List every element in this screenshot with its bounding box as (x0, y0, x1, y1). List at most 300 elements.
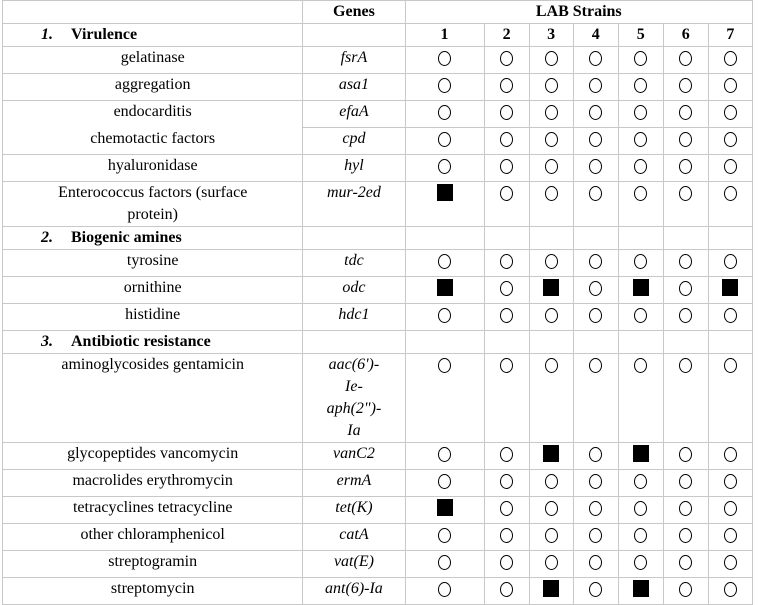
circle-icon (724, 308, 737, 323)
strain-cell (618, 74, 663, 101)
circle-icon (589, 159, 602, 174)
cell-line: efaA (339, 103, 369, 120)
circle-icon (634, 501, 647, 516)
strain-cell (708, 47, 752, 74)
strain-number (484, 331, 529, 354)
strain-cell (529, 304, 573, 331)
circle-icon (634, 78, 647, 93)
table-row (3, 101, 753, 128)
strain-cell (484, 443, 529, 470)
cell-line: mur-2ed (326, 184, 381, 201)
circle-icon (679, 501, 692, 516)
strain-cell (618, 551, 663, 578)
circle-icon (545, 78, 558, 93)
strain-cell (405, 578, 484, 605)
section-row (3, 331, 753, 354)
circle-icon (589, 254, 602, 269)
table-row (3, 497, 753, 524)
circle-icon (679, 186, 692, 201)
circle-icon (634, 474, 647, 489)
circle-icon (500, 186, 513, 201)
cell-line: tyrosine (126, 252, 179, 269)
strain-cell (405, 47, 484, 74)
strain-number: 3 (529, 24, 573, 47)
circle-icon (634, 51, 647, 66)
strain-cell (573, 47, 618, 74)
strain-cell (573, 74, 618, 101)
circle-icon (545, 528, 558, 543)
strain-cell (708, 74, 752, 101)
strain-cell (405, 551, 484, 578)
circle-icon (634, 105, 647, 120)
strain-cell (708, 524, 752, 551)
circle-icon (545, 132, 558, 147)
section-label: Biogenic amines (71, 229, 182, 246)
circle-icon (438, 51, 451, 66)
circle-icon (634, 159, 647, 174)
genes-header: Genes (303, 1, 405, 24)
filled-square-icon (543, 580, 559, 597)
circle-icon (438, 555, 451, 570)
table-row (3, 155, 753, 182)
circle-icon (438, 358, 451, 373)
cell-line: catA (339, 526, 369, 543)
strain-cell (529, 578, 573, 605)
strain-cell (618, 101, 663, 128)
cell-line: odc (342, 279, 366, 296)
cell-line: aph(2")- (326, 400, 382, 417)
row-description (3, 250, 303, 277)
circle-icon (589, 358, 602, 373)
row-gene (303, 443, 405, 470)
circle-icon (679, 358, 692, 373)
strain-cell (405, 74, 484, 101)
strain-cell (618, 524, 663, 551)
strain-number (405, 227, 484, 250)
strain-cell (529, 101, 573, 128)
circle-icon (724, 555, 737, 570)
circle-icon (438, 447, 451, 462)
row-gene (303, 128, 405, 155)
circle-icon (500, 555, 513, 570)
row-description (3, 354, 303, 443)
cell-line: aac(6')- (328, 356, 380, 373)
circle-icon (589, 105, 602, 120)
strain-cell (663, 128, 708, 155)
strain-cell (484, 524, 529, 551)
cell-line: other chloramphenicol (80, 526, 225, 543)
strain-number (573, 331, 618, 354)
circle-icon (438, 78, 451, 93)
circle-icon (500, 105, 513, 120)
table-row (3, 578, 753, 605)
cell-line: protein) (127, 206, 179, 223)
filled-square-icon (633, 445, 649, 462)
strain-cell (529, 182, 573, 227)
circle-icon (724, 51, 737, 66)
strain-cell (484, 551, 529, 578)
cell-line: Enterococcus factors (surface (58, 184, 248, 201)
strain-cell (484, 155, 529, 182)
strain-cell (708, 101, 752, 128)
header-row (3, 1, 753, 24)
circle-icon (589, 582, 602, 597)
circle-icon (724, 358, 737, 373)
strain-cell (573, 155, 618, 182)
filled-square-icon (437, 184, 453, 201)
circle-icon (545, 358, 558, 373)
row-gene (303, 250, 405, 277)
row-gene (303, 47, 405, 74)
row-description (3, 524, 303, 551)
circle-icon (724, 528, 737, 543)
circle-icon (500, 474, 513, 489)
table-row (3, 443, 753, 470)
strain-number (663, 227, 708, 250)
circle-icon (500, 78, 513, 93)
circle-icon (545, 254, 558, 269)
strain-cell (708, 470, 752, 497)
circle-icon (589, 51, 602, 66)
strain-cell (573, 304, 618, 331)
strain-number (663, 331, 708, 354)
strain-cell (663, 524, 708, 551)
table-row (3, 47, 753, 74)
strain-cell (663, 182, 708, 227)
row-description (3, 155, 303, 182)
circle-icon (634, 186, 647, 201)
circle-icon (634, 555, 647, 570)
strain-cell (708, 155, 752, 182)
strain-cell (405, 182, 484, 227)
strain-cell (663, 551, 708, 578)
strain-cell (618, 128, 663, 155)
strain-cell (529, 277, 573, 304)
row-gene (303, 101, 405, 128)
strain-cell (663, 578, 708, 605)
strain-cell (663, 497, 708, 524)
strain-number: 6 (663, 24, 708, 47)
row-gene (303, 497, 405, 524)
circle-icon (724, 105, 737, 120)
cell-line: endocarditis (113, 103, 192, 120)
circle-icon (545, 51, 558, 66)
table-row (3, 277, 753, 304)
strain-cell (708, 128, 752, 155)
circle-icon (679, 51, 692, 66)
strain-cell (663, 155, 708, 182)
cell-line: vanC2 (333, 445, 375, 462)
circle-icon (679, 281, 692, 296)
strain-cell (573, 578, 618, 605)
table-row (3, 470, 753, 497)
circle-icon (500, 358, 513, 373)
circle-icon (500, 308, 513, 323)
strain-cell (573, 182, 618, 227)
circle-icon (589, 308, 602, 323)
strain-cell (708, 250, 752, 277)
filled-square-icon (437, 499, 453, 516)
strain-number (405, 331, 484, 354)
cell-line: fsrA (340, 49, 368, 66)
strain-cell (405, 497, 484, 524)
table-row (3, 304, 753, 331)
circle-icon (724, 186, 737, 201)
circle-icon (724, 132, 737, 147)
circle-icon (545, 105, 558, 120)
row-gene (303, 524, 405, 551)
cell-line: tetracyclines tetracycline (72, 499, 233, 516)
cell-line: hyl (344, 157, 364, 174)
cell-line: aminoglycosides gentamicin (61, 356, 244, 373)
gene-strain-table (2, 0, 753, 605)
strain-cell (484, 304, 529, 331)
circle-icon (500, 159, 513, 174)
strain-cell (484, 182, 529, 227)
section-number: 3. (41, 333, 53, 350)
row-description (3, 304, 303, 331)
row-description (3, 74, 303, 101)
strain-cell (405, 470, 484, 497)
strain-cell (573, 250, 618, 277)
circle-icon (500, 51, 513, 66)
strain-number: 5 (618, 24, 663, 47)
table-row (3, 128, 753, 155)
strain-cell (484, 578, 529, 605)
cell-line: histidine (125, 306, 181, 323)
filled-square-icon (437, 279, 453, 296)
strains-header: LAB Strains (405, 1, 753, 24)
circle-icon (500, 254, 513, 269)
cell-line: vat(E) (333, 553, 374, 570)
circle-icon (589, 555, 602, 570)
strain-cell (484, 497, 529, 524)
circle-icon (679, 528, 692, 543)
circle-icon (589, 281, 602, 296)
strain-cell (573, 101, 618, 128)
circle-icon (500, 132, 513, 147)
strain-cell (663, 304, 708, 331)
strain-cell (618, 443, 663, 470)
strain-cell (529, 128, 573, 155)
strain-cell (618, 250, 663, 277)
row-gene (303, 354, 405, 443)
strain-number (529, 227, 573, 250)
section-number: 2. (41, 229, 53, 246)
strain-cell (573, 497, 618, 524)
circle-icon (438, 528, 451, 543)
circle-icon (634, 308, 647, 323)
section-title (3, 24, 303, 47)
row-description (3, 497, 303, 524)
circle-icon (679, 132, 692, 147)
circle-icon (634, 132, 647, 147)
table-row (3, 354, 753, 443)
strain-cell (663, 470, 708, 497)
section-label: Antibiotic resistance (71, 333, 211, 350)
circle-icon (724, 474, 737, 489)
strain-cell (618, 47, 663, 74)
strain-cell (663, 250, 708, 277)
strain-cell (663, 101, 708, 128)
circle-icon (679, 254, 692, 269)
circle-icon (500, 501, 513, 516)
strain-cell (484, 47, 529, 74)
circle-icon (545, 555, 558, 570)
strain-number (573, 227, 618, 250)
section-number: 1. (41, 26, 53, 43)
strain-cell (405, 354, 484, 443)
circle-icon (724, 501, 737, 516)
circle-icon (724, 159, 737, 174)
circle-icon (679, 105, 692, 120)
strain-number (529, 331, 573, 354)
cell-line: asa1 (338, 76, 370, 93)
circle-icon (438, 474, 451, 489)
strain-cell (529, 155, 573, 182)
cell-line: hyaluronidase (107, 157, 198, 174)
row-description (3, 277, 303, 304)
strain-cell (484, 101, 529, 128)
circle-icon (679, 447, 692, 462)
strain-cell (663, 277, 708, 304)
strain-cell (708, 443, 752, 470)
strain-cell (618, 304, 663, 331)
strain-cell (405, 443, 484, 470)
strain-cell (484, 277, 529, 304)
cell-line: gelatinase (120, 49, 185, 66)
row-description (3, 443, 303, 470)
strain-cell (573, 354, 618, 443)
filled-square-icon (633, 580, 649, 597)
filled-square-icon (722, 279, 738, 296)
circle-icon (589, 528, 602, 543)
circle-icon (589, 474, 602, 489)
row-gene (303, 155, 405, 182)
cell-line: Ia (347, 422, 361, 439)
filled-square-icon (633, 279, 649, 296)
circle-icon (634, 358, 647, 373)
row-gene (303, 74, 405, 101)
circle-icon (438, 132, 451, 147)
strain-cell (529, 250, 573, 277)
strain-cell (405, 155, 484, 182)
circle-icon (634, 254, 647, 269)
table-row (3, 74, 753, 101)
cell-line: streptogramin (108, 553, 198, 570)
strain-cell (618, 497, 663, 524)
circle-icon (589, 186, 602, 201)
strain-cell (484, 354, 529, 443)
strain-cell (708, 551, 752, 578)
row-gene (303, 551, 405, 578)
cell-line: chemotactic factors (90, 130, 216, 147)
circle-icon (679, 474, 692, 489)
strain-number (484, 227, 529, 250)
strain-cell (573, 128, 618, 155)
cell-line: streptomycin (110, 580, 195, 597)
cell-line: hdc1 (338, 306, 370, 323)
strain-cell (405, 101, 484, 128)
row-description (3, 470, 303, 497)
section-row (3, 227, 753, 250)
strain-cell (529, 443, 573, 470)
strain-cell (618, 182, 663, 227)
strain-cell (708, 354, 752, 443)
strain-cell (663, 354, 708, 443)
circle-icon (438, 308, 451, 323)
strain-cell (529, 551, 573, 578)
strain-cell (573, 470, 618, 497)
strain-cell (484, 250, 529, 277)
circle-icon (679, 78, 692, 93)
circle-icon (679, 159, 692, 174)
circle-icon (438, 254, 451, 269)
cell-line: glycopeptides vancomycin (67, 445, 239, 462)
strain-cell (618, 470, 663, 497)
strain-cell (618, 578, 663, 605)
strain-cell (573, 551, 618, 578)
strain-cell (618, 354, 663, 443)
strain-cell (484, 470, 529, 497)
circle-icon (589, 132, 602, 147)
strain-number: 4 (573, 24, 618, 47)
strain-cell (663, 74, 708, 101)
strain-cell (529, 470, 573, 497)
strain-cell (708, 578, 752, 605)
circle-icon (724, 254, 737, 269)
row-gene (303, 304, 405, 331)
circle-icon (545, 186, 558, 201)
cell-line: macrolides erythromycin (72, 472, 233, 489)
section-title (3, 331, 303, 354)
circle-icon (500, 447, 513, 462)
strain-number (618, 331, 663, 354)
strain-cell (618, 277, 663, 304)
table-row (3, 551, 753, 578)
circle-icon (500, 281, 513, 296)
strain-cell (708, 304, 752, 331)
strain-number: 2 (484, 24, 529, 47)
strain-cell (573, 277, 618, 304)
strain-cell (529, 497, 573, 524)
section-row (3, 24, 753, 47)
row-description (3, 128, 303, 155)
cell-line: ermA (336, 472, 372, 489)
cell-line: tet(K) (335, 499, 373, 516)
row-gene (303, 470, 405, 497)
strain-cell (405, 128, 484, 155)
strain-number (708, 227, 752, 250)
row-description (3, 182, 303, 227)
strain-number: 7 (708, 24, 752, 47)
circle-icon (589, 78, 602, 93)
strain-cell (573, 443, 618, 470)
strain-cell (663, 47, 708, 74)
strain-cell (708, 497, 752, 524)
table-row (3, 250, 753, 277)
cell-line: cpd (342, 130, 366, 147)
strain-cell (573, 524, 618, 551)
strain-cell (529, 354, 573, 443)
cell-line: ant(6)-Ia (325, 580, 383, 597)
cell-line: Ie- (345, 378, 363, 395)
row-description (3, 47, 303, 74)
cell-line: aggregation (114, 76, 191, 93)
cell-line: ornithine (123, 279, 182, 296)
table-row (3, 524, 753, 551)
circle-icon (545, 159, 558, 174)
